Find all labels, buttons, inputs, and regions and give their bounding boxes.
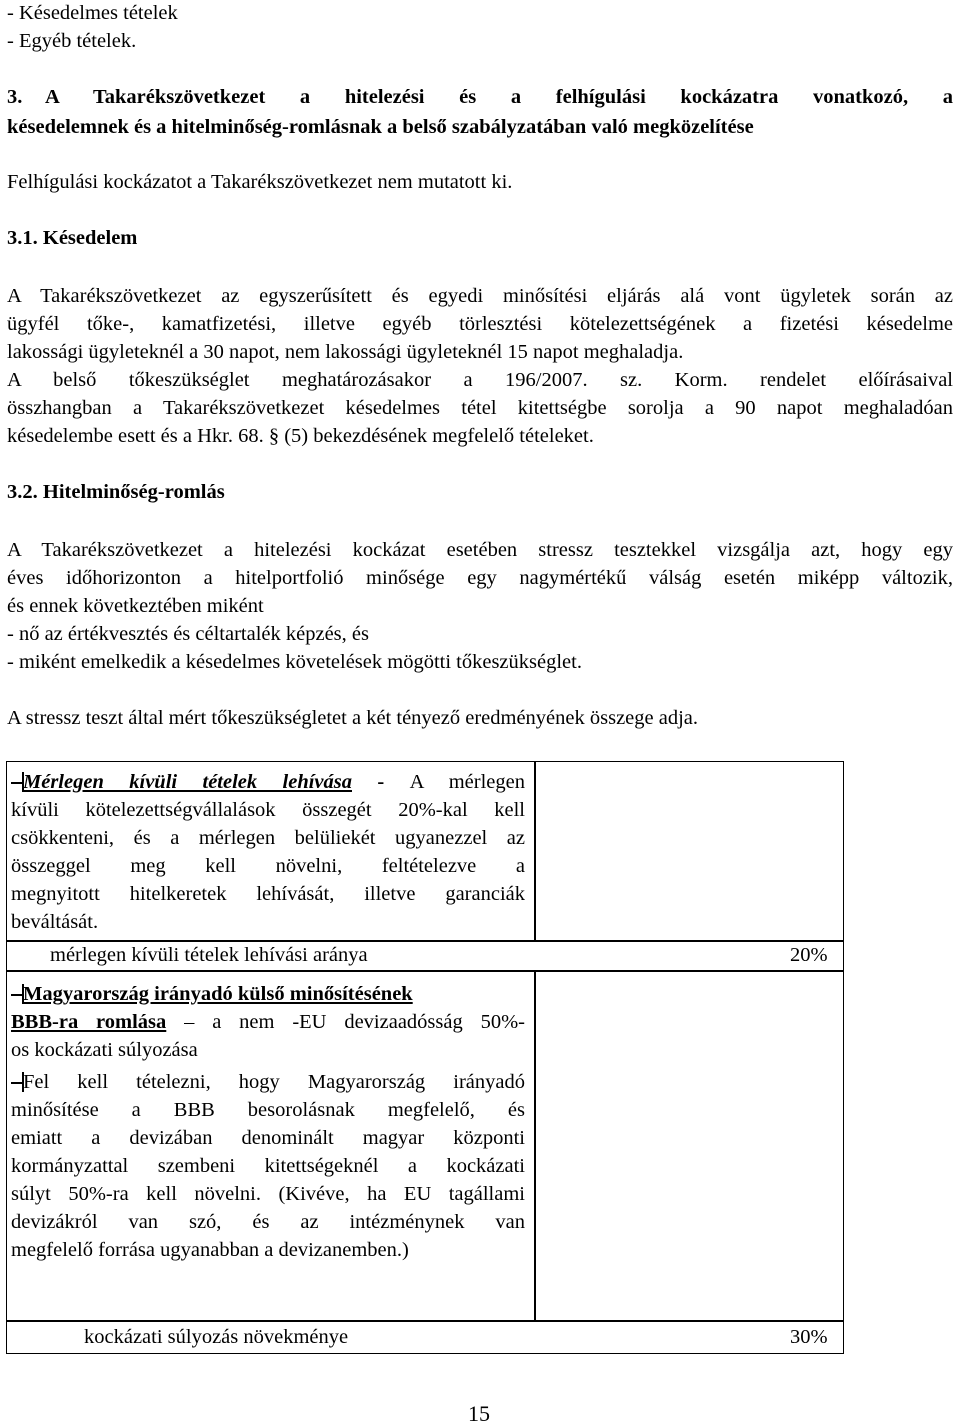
- section-3-2-line: és ennek következtében miként: [7, 595, 264, 617]
- table-divider: [6, 1320, 844, 1322]
- off-balance-text-line: beváltását.: [11, 911, 99, 933]
- rating-title-bold: BBB-ra romlása: [11, 1011, 167, 1033]
- rating-text-line: minősítése a BBB besorolásnak megfelelő, és: [11, 1099, 525, 1121]
- off-balance-text-line: megnyitott hitelkeretek lehívását, illetve garanciák: [11, 883, 525, 905]
- section-3-title-line-2: késedelemnek és a hitelminőség-romlásnak a belső szabályzatában való megközelítése: [7, 116, 754, 138]
- section-3-1-line: A belső tőkeszükséglet meghatározásakor a 196/2007. sz. Korm. rendelet előírásaival: [7, 369, 953, 391]
- section-number: 3.: [7, 86, 23, 108]
- rating-title-line: [11, 980, 525, 1008]
- drawdown-ratio-label: mérlegen kívüli tételek lehívási aránya: [50, 944, 368, 966]
- list-item-capital-requirement: - miként emelkedik a késedelmes követelések mögötti tőkeszükséglet.: [7, 651, 582, 673]
- section-3-2-line: éves időhorizonton a hitelportfolió minősége egy nagymértékű válság esetén miképp változik,: [7, 567, 953, 589]
- off-balance-title-line: [11, 768, 525, 796]
- section-3-1-line: lakossági ügyleteknél a 30 napot, nem lakossági ügyleteknél 15 napot meghaladja.: [7, 341, 684, 363]
- section-3-2-heading: 3.2. Hitelminőség-romlás: [7, 481, 225, 503]
- drawdown-ratio-value: 20%: [790, 944, 828, 966]
- title-separator: -: [352, 771, 410, 793]
- rating-title-line: os kockázati súlyozása: [11, 1039, 198, 1061]
- table-divider: [6, 970, 844, 972]
- list-item-other-items: - Egyéb tételek.: [7, 30, 137, 52]
- rating-text-line: devizákról van szó, és az intézménynek van: [11, 1211, 525, 1233]
- rating-text-line: kormányzattal szembeni kitettségeknél a kockázati: [11, 1155, 525, 1177]
- risk-weight-increase-value: 30%: [790, 1326, 828, 1348]
- page-number: 15: [468, 1401, 490, 1426]
- rating-text-line: [11, 1068, 525, 1096]
- off-balance-block: [11, 768, 525, 936]
- rating-title-rest: – a nem -EU devizaadósság 50%-: [166, 1011, 525, 1033]
- off-balance-text-line: csökkenteni, és a mérlegen belüliekét ugyanezzel az: [11, 827, 525, 849]
- risk-weight-increase-label: kockázati súlyozás növekménye: [84, 1326, 349, 1348]
- rating-text: Fel kell tételezni, hogy Magyarország irányadó: [23, 1071, 525, 1093]
- stress-test-summary: A stressz teszt által mért tőkeszükségletet a két tényező eredményének összege adja.: [7, 707, 699, 729]
- section-3-title-text: A Takarékszövetkezet a hitelezési és a felhígulási kockázatra vonatkozó, a: [45, 86, 953, 108]
- section-3-1-line: összhangban a Takarékszövetkezet késedelmes tétel kitettségbe sorolja a 90 napot meghaladóan: [7, 397, 953, 419]
- section-3-2-line: A Takarékszövetkezet a hitelezési kockázat esetében stressz tesztekkel vizsgálja azt, hogy egy: [7, 539, 953, 561]
- off-balance-text: A mérlegen: [409, 771, 525, 793]
- list-item-late-items: - Késedelmes tételek: [7, 2, 178, 24]
- rating-downgrade-block: [11, 980, 525, 1264]
- rating-title: Magyarország irányadó külső minősítésének: [23, 983, 413, 1005]
- list-item-impairment: - nő az értékvesztés és céltartalék képzés, és: [7, 623, 369, 645]
- section-3-1-line: késedelembe esett és a Hkr. 68. § (5) bekezdésének megfelelő tételeket.: [7, 425, 594, 447]
- rating-title-line: [11, 1008, 525, 1036]
- off-balance-text-line: kívüli kötelezettségvállalások összegét 20%-kal kell: [11, 799, 525, 821]
- rating-text-line: súlyt 50%-ra kell növelni. (Kivéve, ha EU tagállami: [11, 1183, 525, 1205]
- off-balance-text-line: összeggel meg kell növelni, feltételezve a: [11, 855, 525, 877]
- section-3-1-line: ügyfél tőke-, kamatfizetési, illetve egyéb törlesztési kötelezettségének a fizetési késedelme: [7, 313, 953, 335]
- section-3-1-heading: 3.1. Késedelem: [7, 227, 138, 249]
- section-3-1-line: A Takarékszövetkezet az egyszerűsített és egyedi minősítési eljárás alá vont ügyletek során az: [7, 285, 953, 307]
- rating-text-line: emiatt a devizában denominált magyar központi: [11, 1127, 525, 1149]
- section-3-title-line-1: [7, 84, 953, 110]
- dilution-risk-text: Felhígulási kockázatot a Takarékszövetkezet nem mutatott ki.: [7, 171, 513, 193]
- off-balance-title: Mérlegen kívüli tételek lehívása: [23, 771, 352, 793]
- table-divider: [534, 970, 536, 1320]
- rating-text-line: megfelelő forrása ugyanabban a devizanemben.): [11, 1239, 409, 1261]
- table-divider: [534, 761, 536, 941]
